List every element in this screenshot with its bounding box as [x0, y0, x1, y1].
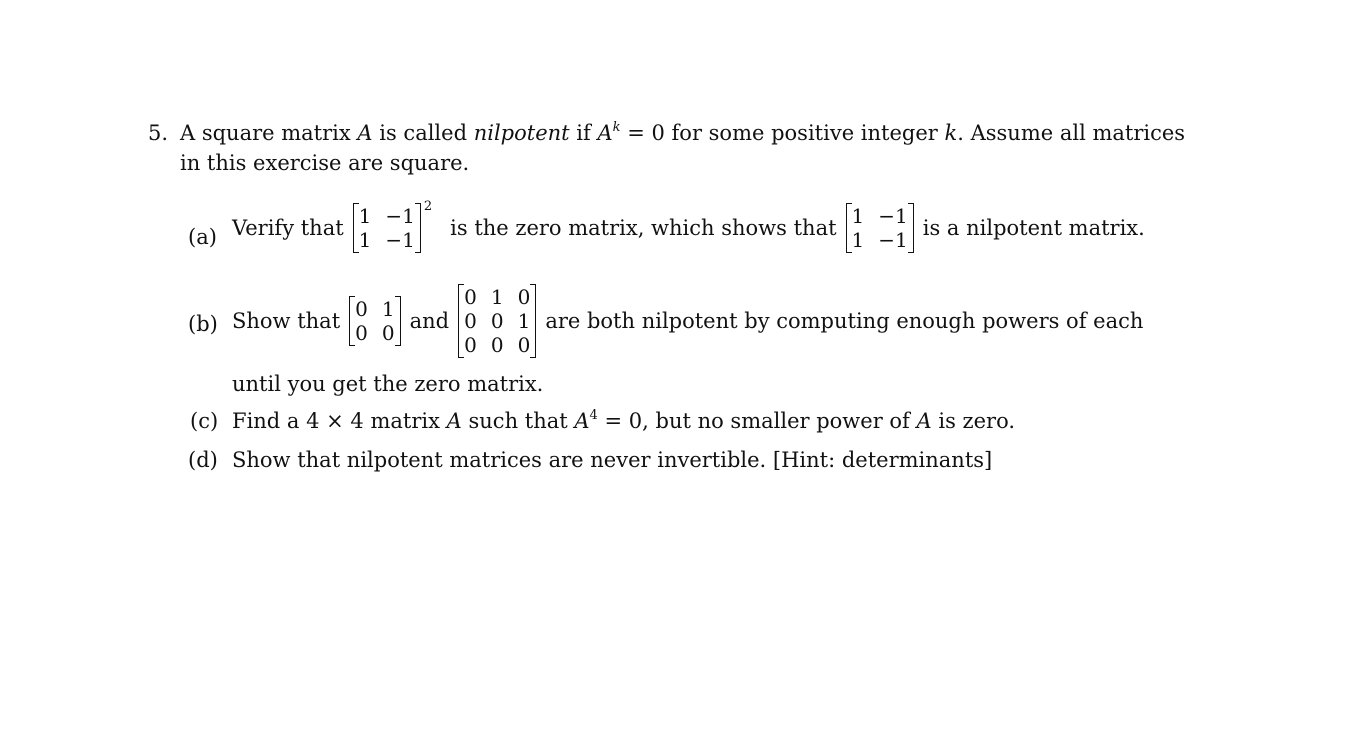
matrix-cell: 1 — [517, 309, 531, 333]
matrix-cell: 0 — [464, 285, 477, 309]
matrix-power: 2 — [423, 199, 433, 214]
matrix-cell: 1 — [358, 228, 372, 252]
matrix-cell: 1 — [358, 204, 372, 228]
matrix-cell: −1 — [385, 228, 415, 252]
part-a-label: (a) — [188, 225, 217, 249]
problem-number: 5. — [148, 121, 169, 145]
matrix-cell: 0 — [381, 321, 395, 345]
matrix-a-1 — [353, 203, 421, 253]
matrix-a-2 — [846, 203, 914, 253]
matrix-cell: 0 — [464, 309, 477, 333]
matrix-cell: 0 — [355, 297, 368, 321]
matrix-cell: 0 — [464, 333, 477, 357]
matrix-cell: −1 — [878, 204, 908, 228]
matrix-cell: −1 — [878, 228, 908, 252]
matrix-cell: 0 — [490, 333, 504, 357]
matrix-cell: 1 — [490, 285, 504, 309]
matrix-b-1 — [349, 296, 400, 346]
matrix-cell: 1 — [851, 204, 865, 228]
matrix-cell: 1 — [851, 228, 865, 252]
part-d-label: (d) — [188, 448, 218, 472]
matrix-cell: 0 — [517, 285, 531, 309]
matrix-cell: 0 — [517, 333, 531, 357]
problem-stem: A square matrix A is called nilpotent if $A^k = 0$ for some positive integer k. Assume all matrices in this exercise are square. — [180, 120, 1186, 175]
part-c-label: (c) — [190, 409, 219, 433]
part-b-label: (b) — [188, 312, 218, 336]
term-nilpotent: nilpotent — [473, 121, 570, 145]
matrix-cell: −1 — [385, 204, 415, 228]
matrix-cell: 0 — [355, 321, 368, 345]
matrix-cell: 1 — [381, 297, 395, 321]
matrix-cell: 0 — [490, 309, 504, 333]
matrix-b-2 — [458, 284, 536, 358]
document-page: 5. A square matrix A is called nilpotent if $A^k = 0$ for some positive integer k. Assume all matrices in this exercise are square. (a) Verify that 1 −1 1 −1 2 is the zero matrix, which shows that 1 −1 1 −1 is a nilpotent matrix. (b) Show that 0 1 0 0 and 0 1 0 0 0 1 0 0 0 are both nilpotent by computing enough powers of each until you get the zero matrix. (c) Find a 4 × 4 matrix A such that $A^4 = 0$, but no smaller power of A is zero. (d) Show that nilpotent matrices are never invertible. [Hint: determinants] — [0, 0, 1348, 743]
